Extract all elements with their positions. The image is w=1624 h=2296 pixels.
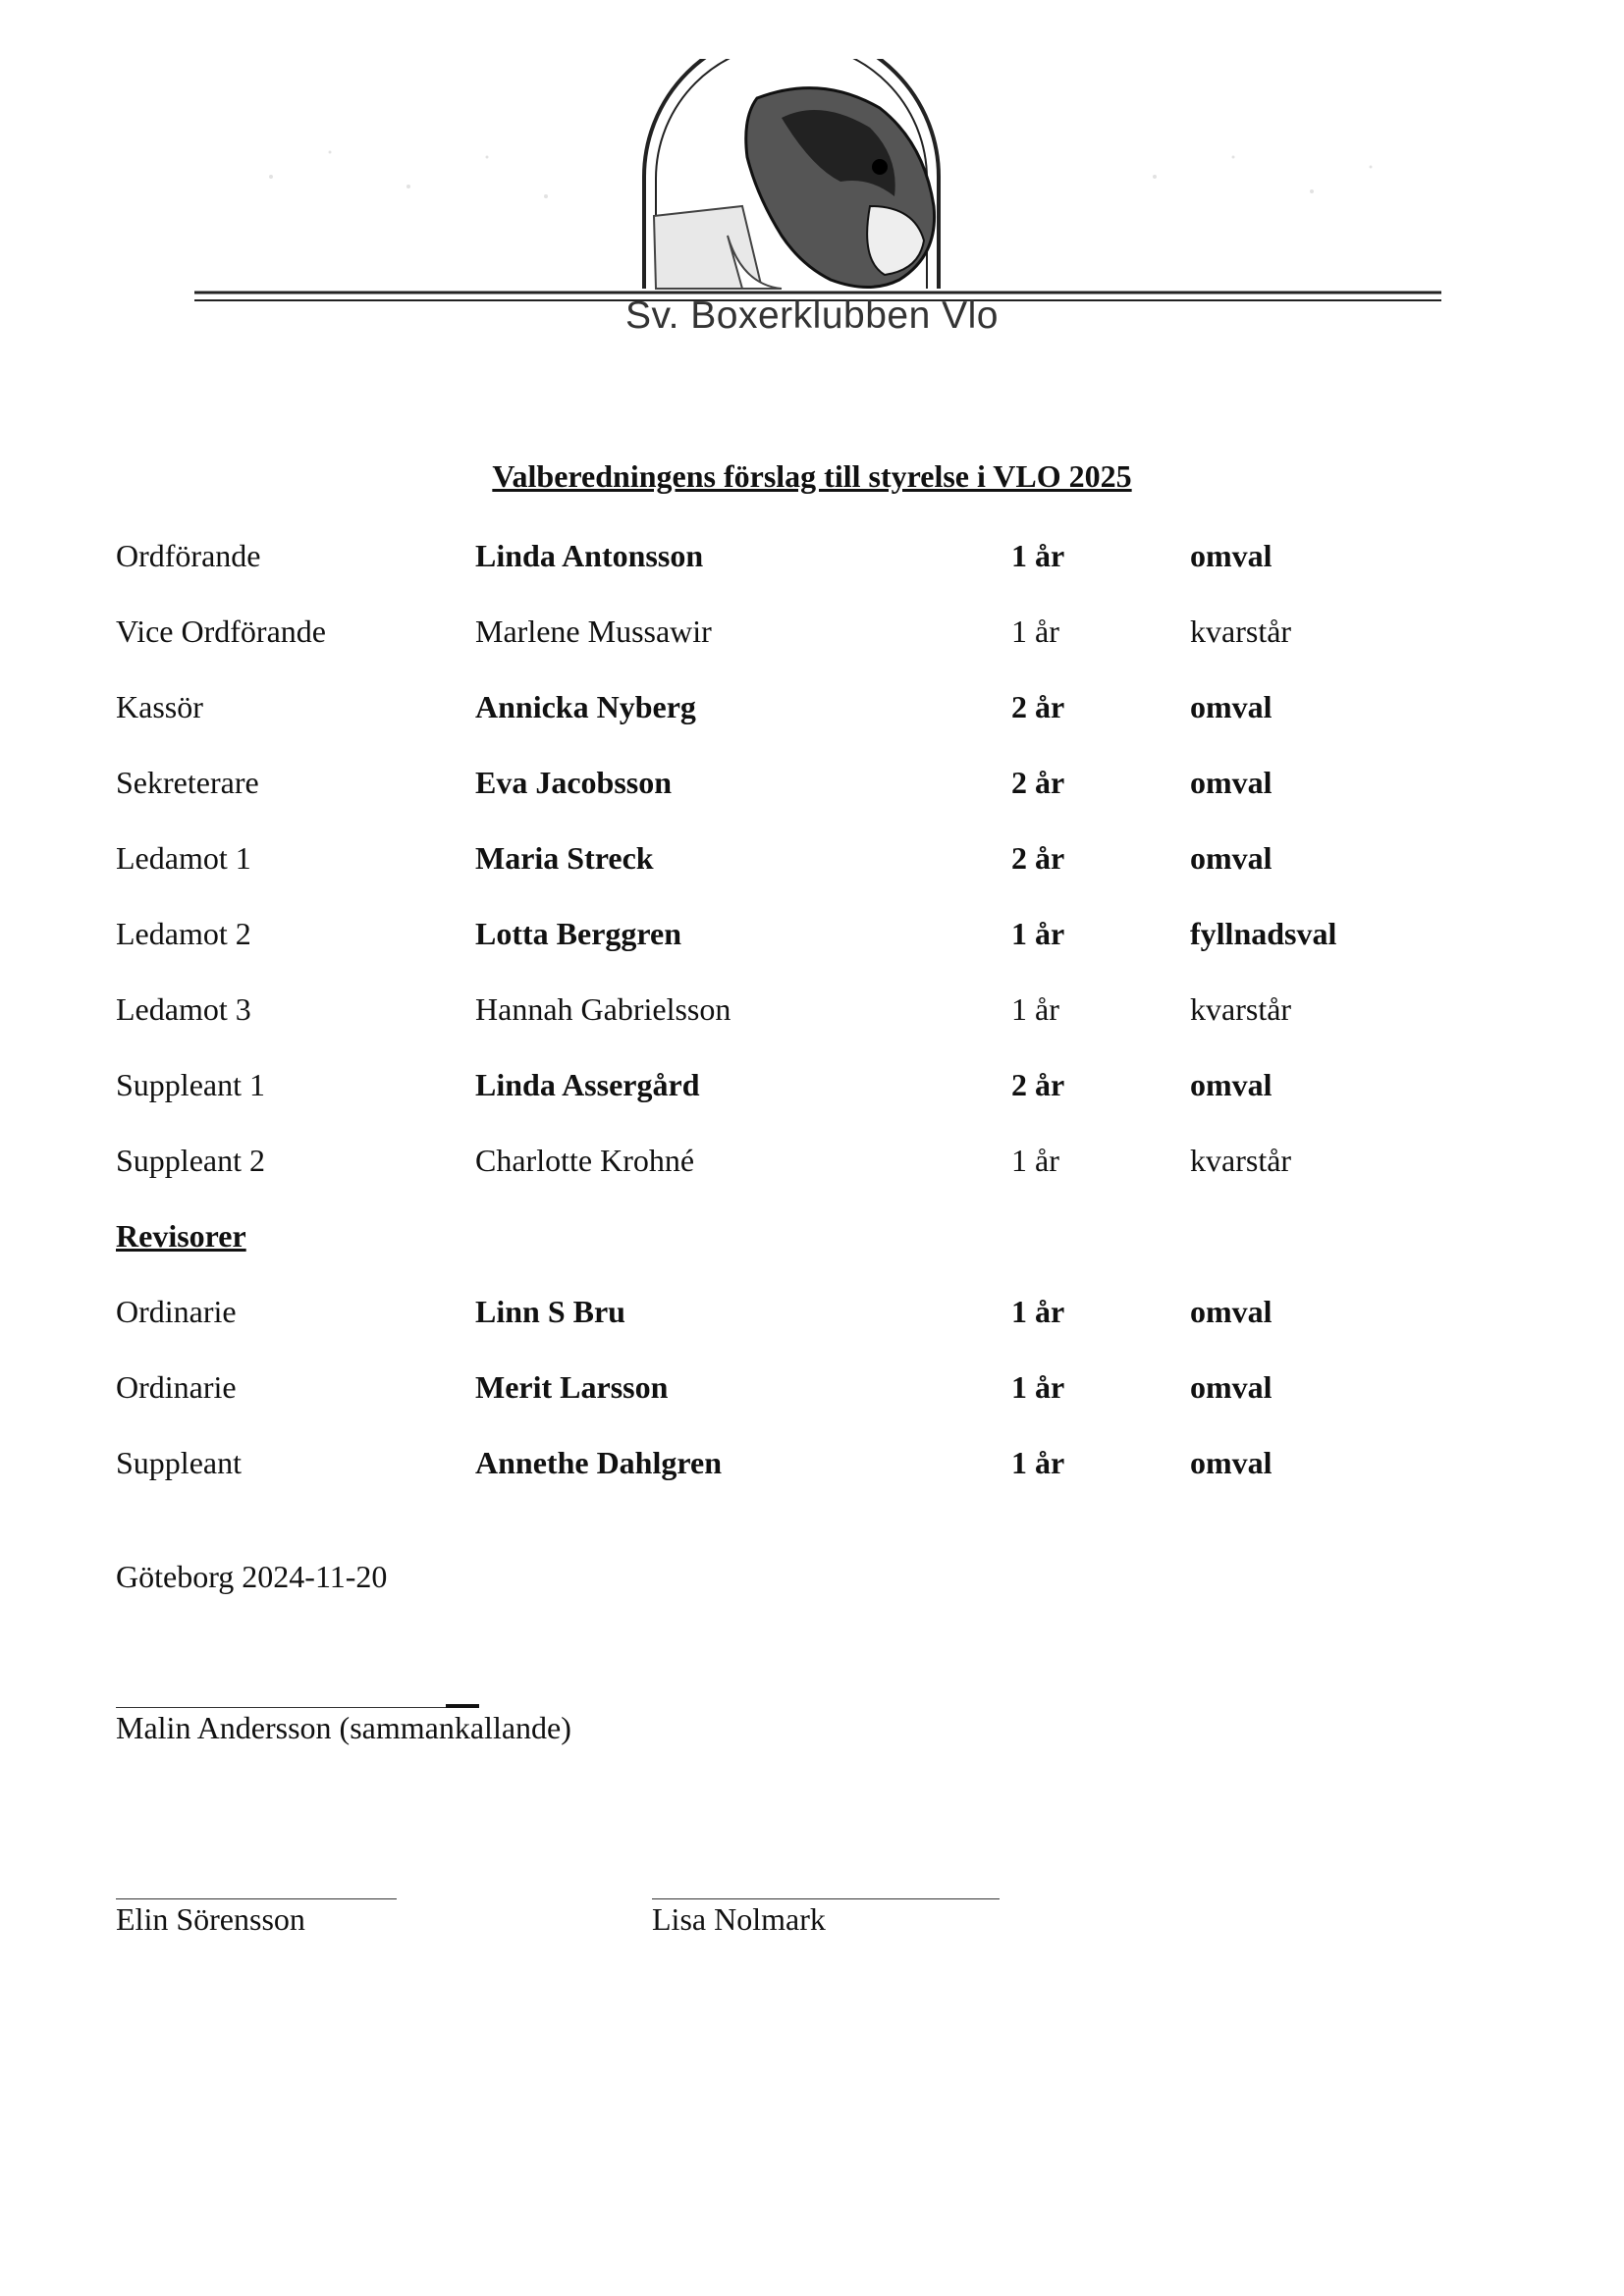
board-row-kassor — [0, 689, 1624, 732]
signature-line-convener — [116, 1707, 479, 1708]
role: Ledamot 2 — [116, 916, 251, 951]
name: Linn S Bru — [475, 1294, 625, 1329]
term: 1 år — [1011, 614, 1059, 649]
term: 1 år — [1011, 991, 1059, 1027]
signature-member2: Lisa Nolmark — [652, 1901, 826, 1937]
role: Ordinarie — [116, 1294, 237, 1329]
name: Linda Antonsson — [475, 538, 704, 573]
club-name: Sv. Boxerklubben Vlo — [625, 294, 999, 337]
name: Eva Jacobsson — [475, 765, 673, 800]
signature-line-member1 — [116, 1898, 397, 1899]
role: Sekreterare — [116, 765, 259, 800]
status: omval — [1190, 1369, 1272, 1405]
signature-member1: Elin Sörensson — [116, 1901, 305, 1937]
auditors-heading: Revisorer — [116, 1218, 246, 1254]
role: Suppleant 2 — [116, 1143, 265, 1178]
board-row-ledamot-3 — [0, 991, 1624, 1035]
name: Hannah Gabrielsson — [475, 991, 731, 1027]
role: Ordinarie — [116, 1369, 237, 1405]
status: omval — [1190, 1445, 1272, 1480]
board-row-ledamot-2 — [0, 916, 1624, 959]
role: Vice Ordförande — [116, 614, 326, 649]
term: 1 år — [1011, 1445, 1065, 1480]
name: Maria Streck — [475, 840, 654, 876]
status: omval — [1190, 1294, 1272, 1329]
name: Annicka Nyberg — [475, 689, 696, 724]
status: omval — [1190, 765, 1272, 800]
status: omval — [1190, 538, 1272, 573]
status: kvarstår — [1190, 614, 1292, 649]
board-row-vice-ordforande — [0, 614, 1624, 657]
term: 2 år — [1011, 689, 1065, 724]
name: Lotta Berggren — [475, 916, 682, 951]
name: Marlene Mussawir — [475, 614, 712, 649]
role: Ledamot 1 — [116, 840, 251, 876]
role: Suppleant 1 — [116, 1067, 265, 1102]
status: kvarstår — [1190, 1143, 1292, 1178]
name: Linda Assergård — [475, 1067, 700, 1102]
signature-line-member2 — [652, 1898, 1000, 1899]
signature-line-mark — [446, 1704, 479, 1708]
status: omval — [1190, 689, 1272, 724]
role: Suppleant — [116, 1445, 242, 1480]
term: 2 år — [1011, 840, 1065, 876]
term: 1 år — [1011, 1294, 1065, 1329]
board-row-suppleant-2 — [0, 1143, 1624, 1186]
board-row-suppleant-1 — [0, 1067, 1624, 1110]
term: 1 år — [1011, 1143, 1059, 1178]
role: Ordförande — [116, 538, 261, 573]
term: 2 år — [1011, 765, 1065, 800]
signature-convener: Malin Andersson (sammankallande) — [116, 1710, 571, 1745]
auditor-row-1 — [0, 1294, 1624, 1337]
status: kvarstår — [1190, 991, 1292, 1027]
place-date: Göteborg 2024-11-20 — [116, 1559, 388, 1594]
term: 1 år — [1011, 538, 1065, 573]
board-row-sekreterare — [0, 765, 1624, 808]
status: omval — [1190, 1067, 1272, 1102]
auditor-row-2 — [0, 1369, 1624, 1413]
role: Kassör — [116, 689, 203, 724]
document-title: Valberedningens förslag till styrelse i VLO 2025 — [492, 458, 1132, 494]
auditor-row-3 — [0, 1445, 1624, 1488]
role: Ledamot 3 — [116, 991, 251, 1027]
board-row-ledamot-1 — [0, 840, 1624, 883]
status: omval — [1190, 840, 1272, 876]
status: fyllnadsval — [1190, 916, 1337, 951]
term: 1 år — [1011, 916, 1065, 951]
term: 2 år — [1011, 1067, 1065, 1102]
board-row-ordforande — [0, 538, 1624, 581]
name: Merit Larsson — [475, 1369, 669, 1405]
term: 1 år — [1011, 1369, 1065, 1405]
name: Charlotte Krohné — [475, 1143, 695, 1178]
name: Annethe Dahlgren — [475, 1445, 722, 1480]
